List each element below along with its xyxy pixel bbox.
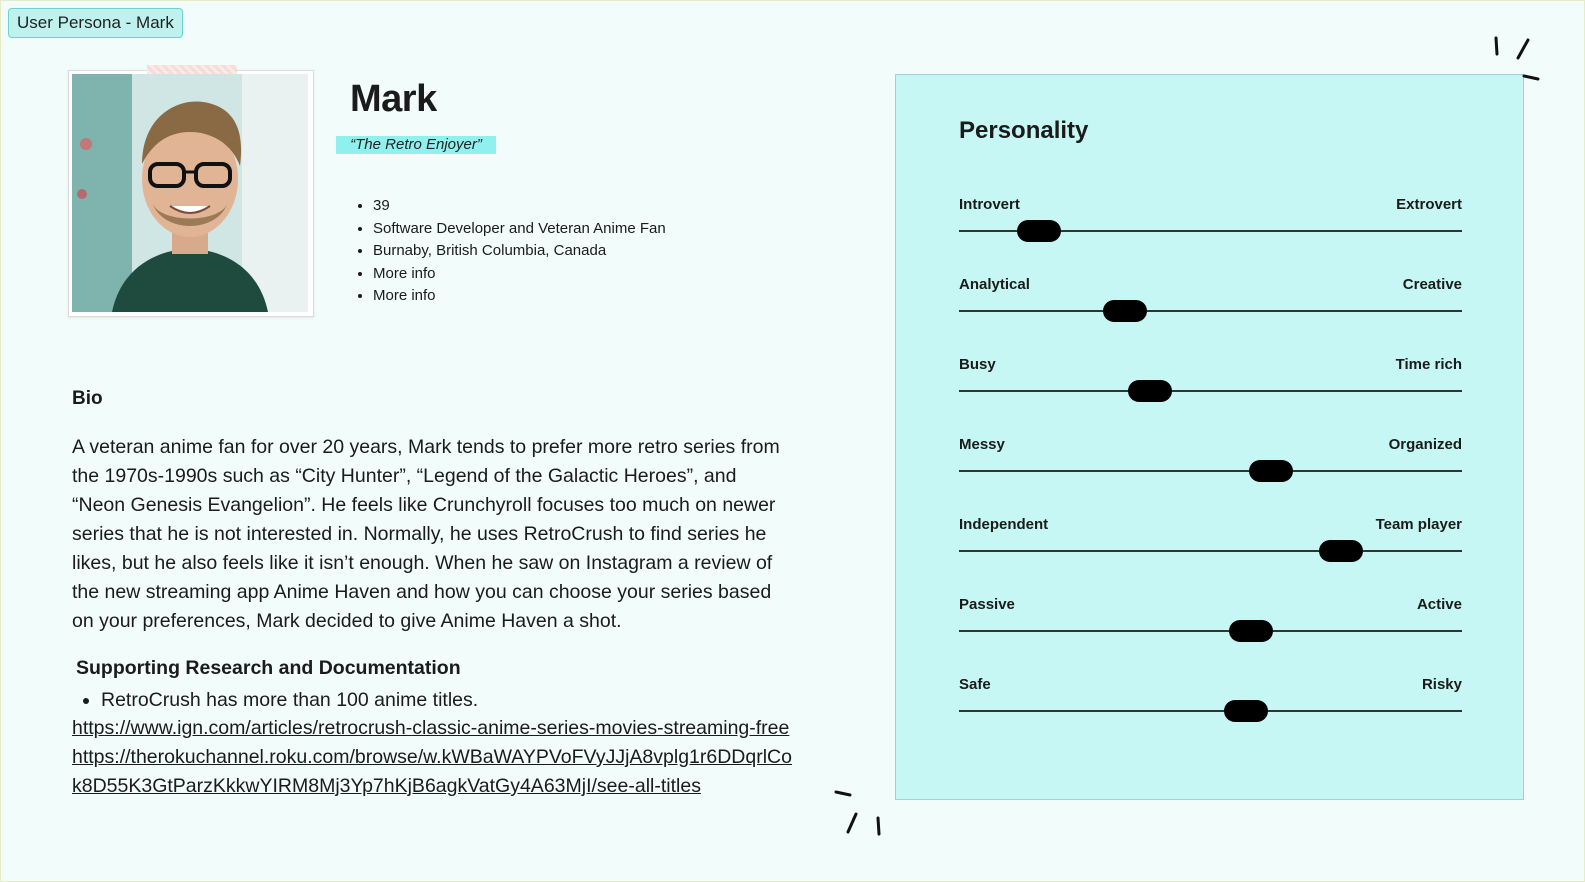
slider-knob[interactable] bbox=[1229, 620, 1273, 642]
personality-slider[interactable] bbox=[959, 356, 1462, 416]
persona-tagline: “The Retro Enjoyer” bbox=[336, 136, 496, 154]
trait-left-label: Independent bbox=[959, 516, 1049, 533]
personality-slider[interactable] bbox=[959, 196, 1462, 256]
bio-text: A veteran anime fan for over 20 years, Mark tends to prefer more retro series from the 1970s-1990s such as “City Hunter”, “Legend of the Galactic Heroes”, and “Neon Genesis Evangelion”. He feels like Crunchyroll focuses too much on newer series that he is not interested in. Normally, he uses RetroCrush to find series he likes, but he also feels like it isn’t enough. When he saw on Instagram a review of the new streaming app Anime Haven and how you can choose your series based on your preferences, Mark decided to give Anime Haven a shot. bbox=[72, 436, 780, 632]
research-links bbox=[72, 714, 792, 801]
fact-age: • 39 bbox=[373, 195, 666, 218]
trait-right-label: Extrovert bbox=[1396, 196, 1462, 213]
trait-left-label: Introvert bbox=[959, 196, 1020, 213]
bio-heading: Bio bbox=[72, 388, 103, 409]
sparkle-doodle-top-right bbox=[1488, 34, 1548, 86]
fact-more-info: • More info bbox=[373, 285, 666, 308]
slider-track bbox=[959, 630, 1462, 632]
trait-right-label: Organized bbox=[1388, 436, 1462, 453]
slider-track bbox=[959, 310, 1462, 312]
trait-right-label: Team player bbox=[1375, 516, 1462, 533]
trait-right-label: Creative bbox=[1402, 276, 1462, 293]
trait-left-label: Messy bbox=[959, 436, 1005, 453]
frame-title-chip[interactable]: User Persona - Mark bbox=[8, 8, 183, 38]
personality-slider[interactable] bbox=[959, 516, 1462, 576]
fact-location: • Burnaby, British Columbia, Canada bbox=[373, 240, 666, 263]
trait-left-label: Safe bbox=[959, 676, 991, 693]
slider-knob[interactable] bbox=[1103, 300, 1147, 322]
research-heading: Supporting Research and Documentation bbox=[76, 657, 461, 679]
research-bullet: • RetroCrush has more than 100 anime titles. bbox=[101, 686, 478, 715]
personality-slider[interactable] bbox=[959, 596, 1462, 656]
slider-knob[interactable] bbox=[1224, 700, 1268, 722]
personality-title: Personality bbox=[959, 117, 1089, 144]
persona-photo bbox=[72, 74, 308, 312]
slider-track bbox=[959, 390, 1462, 392]
slider-track bbox=[959, 550, 1462, 552]
fact-occupation: • Software Developer and Veteran Anime Fan bbox=[373, 218, 666, 241]
persona-photo-card bbox=[68, 70, 314, 317]
trait-left-label: Analytical bbox=[959, 276, 1030, 293]
research-list bbox=[84, 686, 478, 715]
slider-knob[interactable] bbox=[1319, 540, 1363, 562]
trait-left-label: Passive bbox=[959, 596, 1015, 613]
fact-more-info: • More info bbox=[373, 263, 666, 286]
trait-right-label: Time rich bbox=[1395, 356, 1462, 373]
research-link-roku[interactable]: https://therokuchannel.roku.com/browse/w.kWBaWAYPVoFVyJJjA8vplg1r6DDqrlCok8D55K3GtParzKkkwYIRM8Mj3Yp7hKjB6agkVatGy4A63MjI/see-all-titles bbox=[72, 746, 792, 797]
personality-slider[interactable] bbox=[959, 676, 1462, 736]
slider-knob[interactable] bbox=[1017, 220, 1061, 242]
research-link-ign[interactable]: https://www.ign.com/articles/retrocrush-classic-anime-series-movies-streaming-free bbox=[72, 717, 790, 739]
trait-left-label: Busy bbox=[959, 356, 996, 373]
slider-knob[interactable] bbox=[1249, 460, 1293, 482]
persona-facts bbox=[356, 195, 666, 308]
personality-slider[interactable] bbox=[959, 436, 1462, 496]
personality-slider[interactable] bbox=[959, 276, 1462, 336]
sparkle-doodle-bottom bbox=[830, 786, 890, 838]
personality-panel bbox=[895, 74, 1524, 800]
persona-name: Mark bbox=[350, 78, 437, 120]
slider-knob[interactable] bbox=[1128, 380, 1172, 402]
slider-track bbox=[959, 470, 1462, 472]
trait-right-label: Active bbox=[1416, 596, 1462, 613]
slider-track bbox=[959, 710, 1462, 712]
trait-right-label: Risky bbox=[1421, 676, 1462, 693]
